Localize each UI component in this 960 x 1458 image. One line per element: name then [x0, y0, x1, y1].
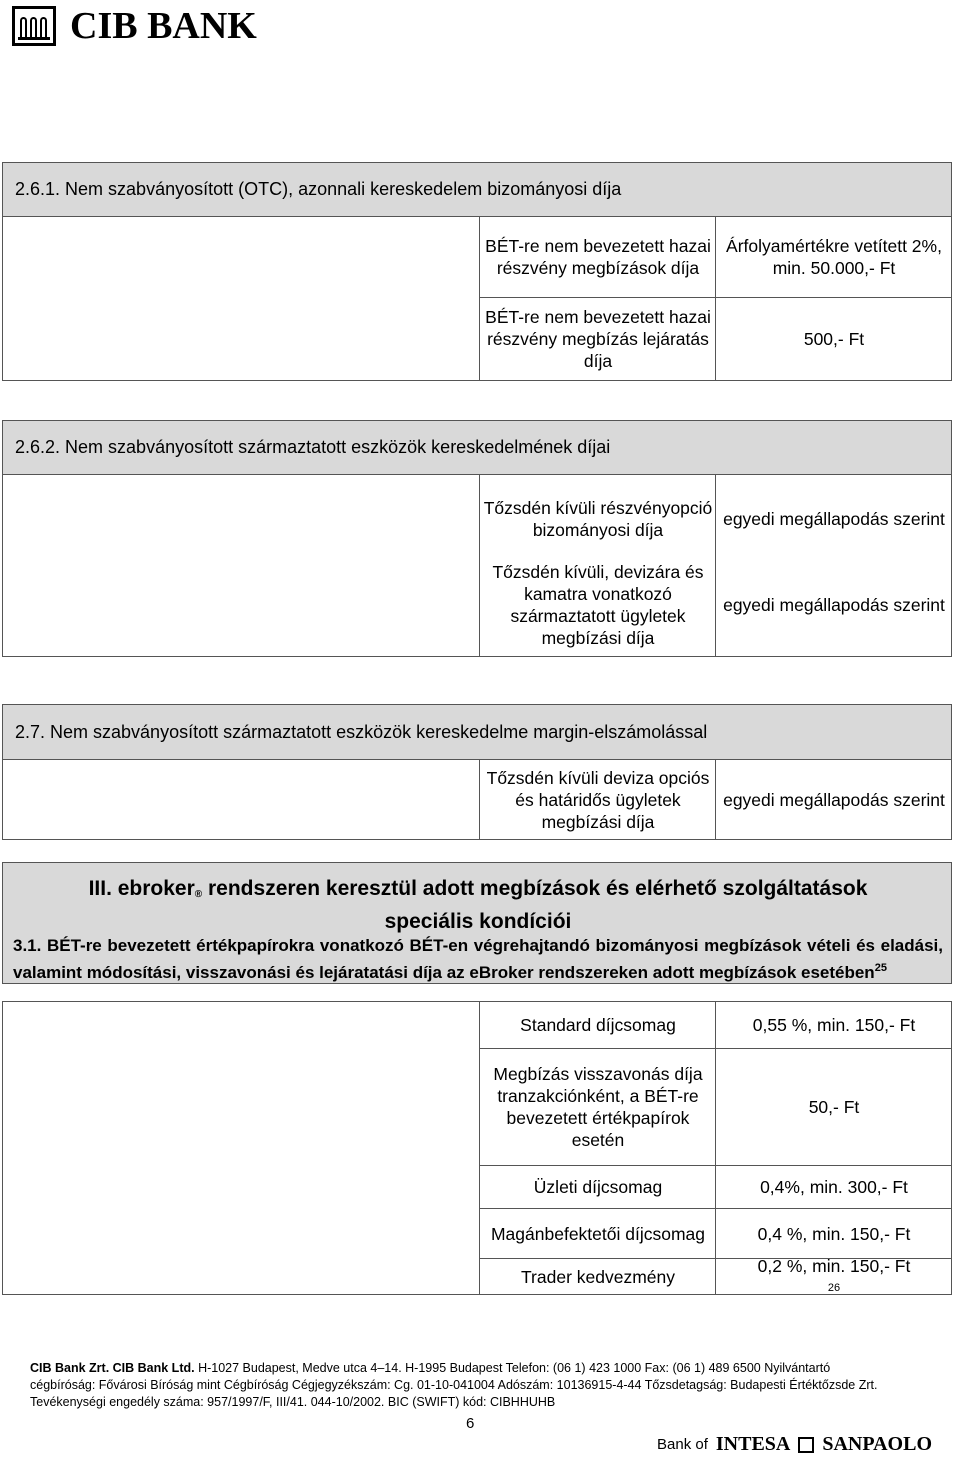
table-row-value: 50,- Ft: [808, 1097, 860, 1117]
page-number: 6: [466, 1415, 475, 1432]
table-row-value: egyedi megállapodás szerint: [723, 509, 945, 529]
intesa-text: INTESA: [715, 1433, 791, 1455]
table-row-label: Tőzsdén kívüli részvényopció bizományosi díja: [483, 498, 713, 540]
intesa-sanpaolo-logo: [657, 1433, 932, 1456]
section-2-7-title: 2.7. Nem szabványosított származtatott eszközök kereskedelme margin-elszámolással: [2, 704, 952, 760]
table-row-label: Trader kedvezmény: [521, 1267, 675, 1287]
table-row-value: Árfolyamértékre vetített 2%, min. 50.000,- Ft: [726, 236, 942, 278]
footer-line-1: CIB Bank Zrt. CIB Bank Ltd. H-1027 Budapest, Medve utca 4–14. H-1995 Budapest Telefon: (06 1) 423 1000 Fax: (06 1) 489 6500 Nyilvántartó: [30, 1361, 831, 1375]
cib-logo-icon: [12, 6, 56, 46]
section-3-table: [2, 1001, 952, 1295]
table-row-value: egyedi megállapodás szerint: [723, 595, 945, 615]
section-2-6-2-table: [2, 475, 952, 657]
table-row-label: Üzleti díjcsomag: [533, 1177, 663, 1197]
table-row-value: 0,4 %, min. 150,- Ft: [757, 1223, 911, 1244]
footer-line-2: cégbíróság: Fővárosi Bíróság mint Cégbíróság Cégjegyzékszám: Cg. 01-10-041004 Adószám: 10136915-4-44 Tőzsdetagság: Budapesti Értéktőzsde Zrt.: [30, 1378, 878, 1392]
table-row-label: Tőzsdén kívüli, devizára és kamatra vonatkozó származtatott ügyletek megbízási díja: [492, 562, 704, 648]
sanpaolo-text: SANPAOLO: [822, 1433, 932, 1455]
section-2-6-1-table: [2, 217, 952, 381]
footer-line-3: Tevékenységi engedély száma: 957/1997/F, III/41. 044-10/2002. BIC (SWIFT) kód: CIBHHUHB: [30, 1395, 556, 1409]
section-2-7-table: [2, 760, 952, 840]
section-2-6-2-title: 2.6.2. Nem szabványosított származtatott eszközök kereskedelmének díjai: [2, 420, 952, 475]
table-row-label: Magánbefektetői díjcsomag: [490, 1223, 706, 1244]
bank-of-text: Bank of: [657, 1436, 708, 1453]
table-row-label: BÉT-re nem bevezetett hazai részvény megbízások díja: [485, 236, 711, 278]
table-row-value: 0,4%, min. 300,- Ft: [760, 1177, 908, 1197]
sanpaolo-mark-icon: [798, 1437, 814, 1453]
table-row-label: Tőzsdén kívüli deviza opciós és határidős ügyletek megbízási díja: [486, 767, 710, 832]
section-3-title: III. ebroker® rendszeren keresztül adott megbízások és elérhető szolgáltatások speciális kondíciói: [88, 877, 868, 933]
section-2-6-1-title: 2.6.1. Nem szabványosított (OTC), azonnali kereskedelem bizományosi díja: [2, 162, 952, 217]
section-3-block: [2, 862, 952, 984]
table-row-value: 500,- Ft: [803, 329, 865, 349]
table-row-value: 0,55 %, min. 150,- Ft: [752, 1015, 916, 1035]
table-row-value: egyedi megállapodás szerint: [723, 789, 945, 810]
bank-logo-text: CIB BANK: [70, 5, 257, 47]
table-row-value: 0,2 %, min. 150,- Ft 26: [757, 1256, 911, 1294]
table-row-label: BÉT-re nem bevezetett hazai részvény megbízás lejáratás díja: [485, 307, 711, 371]
table-row-label: Standard díjcsomag: [520, 1015, 676, 1035]
section-3-1-text: 3.1. BÉT-re bevezetett értékpapírokra vonatkozó BÉT-en végrehajtandó bizományosi megbízások vételi és eladási, valamint módosítási, visszavonási és lejáratatási díja az eBroker rendszereken adott megbízások esetében$^{25}$: [13, 936, 943, 982]
table-row-label: Megbízás visszavonás díja tranzakciónként, a BÉT-re bevezetett értékpapírok esetén: [493, 1064, 703, 1150]
